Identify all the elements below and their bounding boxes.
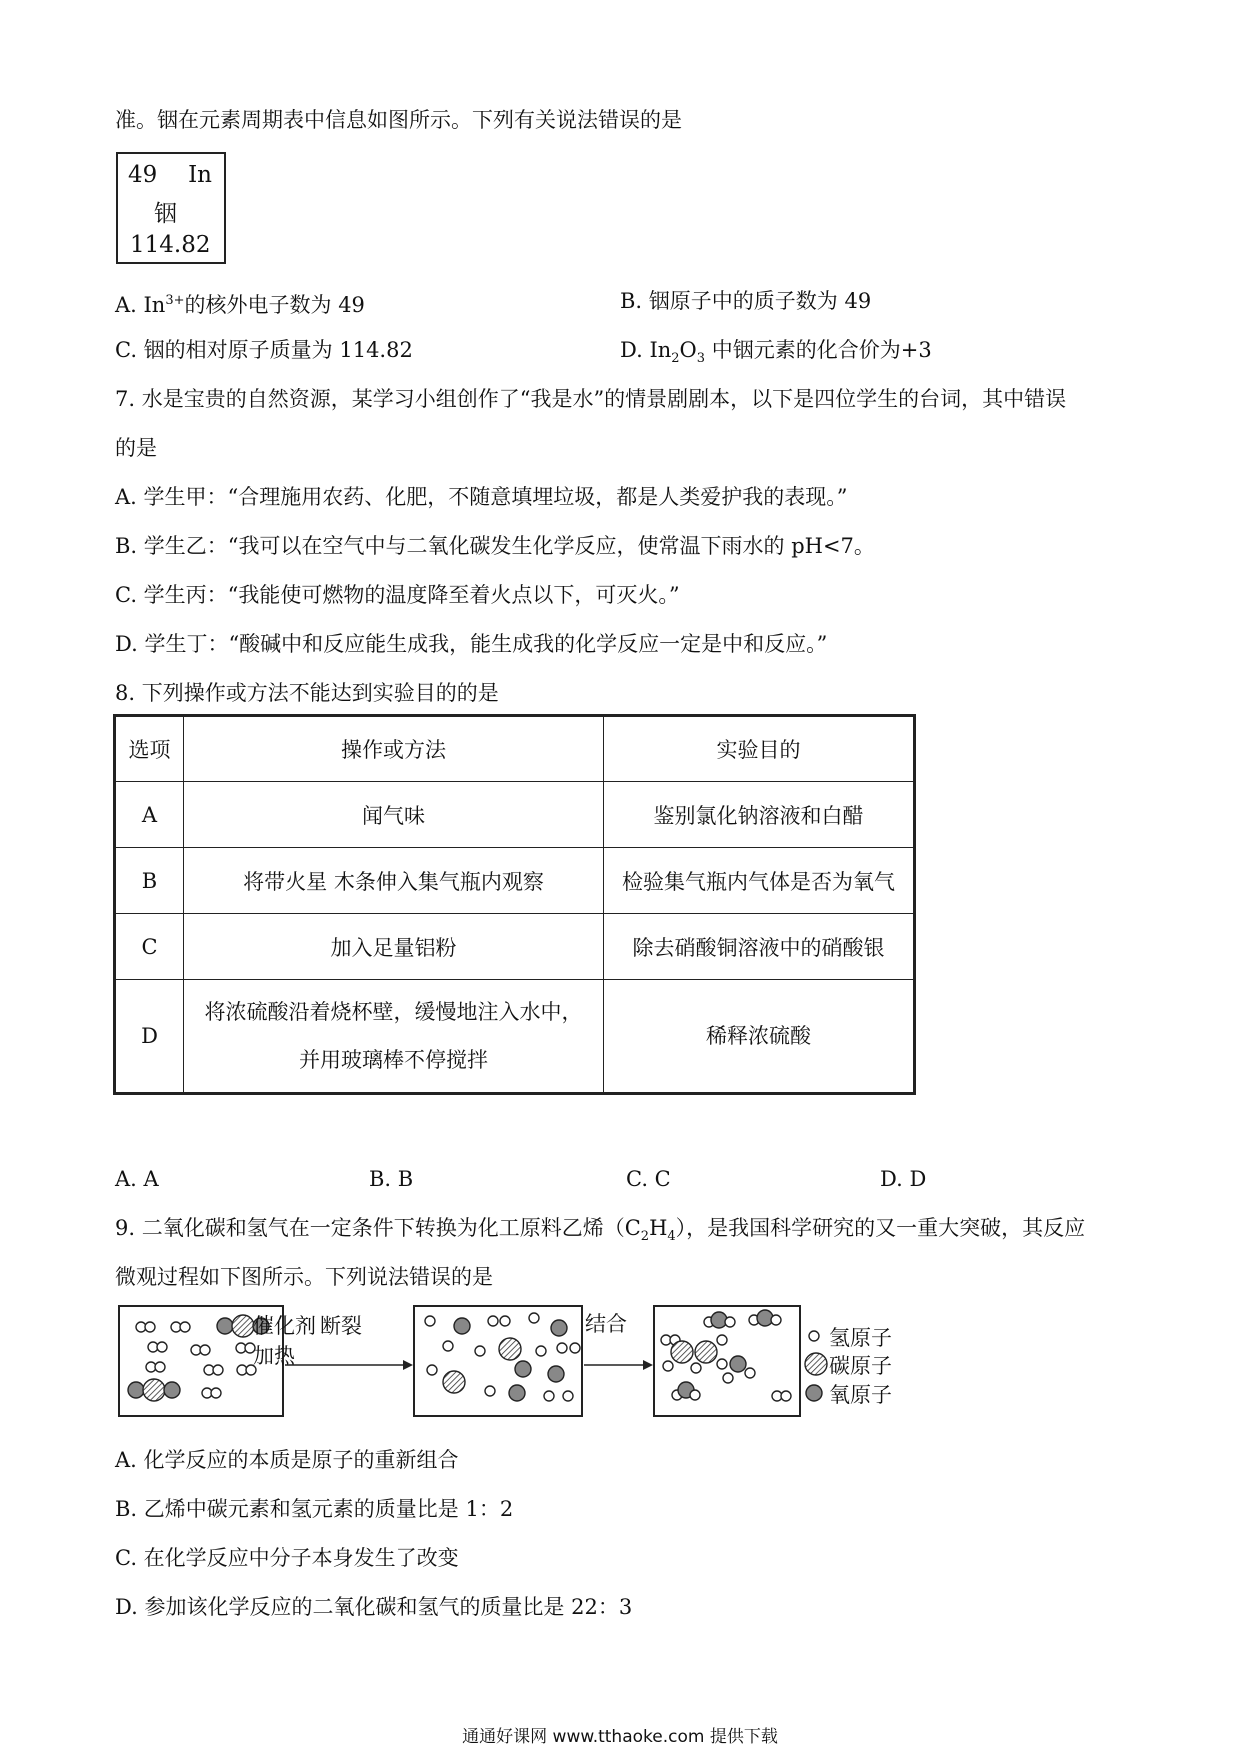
q9-stem-line1 xyxy=(115,1214,1085,1251)
legend-carbon: 碳原子 xyxy=(829,1354,892,1378)
experiment-table xyxy=(113,714,916,1095)
q9-option-b: B. 乙烯中碳元素和氢元素的质量比是 1：2 xyxy=(115,1497,514,1521)
q7-stem-line1: 7. 水是宝贵的自然资源，某学习小组创作了“我是水”的情景剧剧本，以下是四位学生的台词，其中错误 xyxy=(115,387,1067,411)
arrow-1-right-label: 断裂 xyxy=(320,1314,362,1338)
reactant-molecules xyxy=(128,1315,269,1401)
table-row xyxy=(115,848,915,914)
table-cell: C xyxy=(115,914,184,980)
table-cell: 稀释浓硫酸 xyxy=(604,980,915,1094)
table-cell: 检验集气瓶内气体是否为氧气 xyxy=(604,848,915,914)
q6-option-d-pre: D. In xyxy=(620,338,672,362)
table-row xyxy=(115,980,915,1094)
table-cell: D xyxy=(115,980,184,1094)
q6-option-d-sub2: 3 xyxy=(696,351,706,367)
element-name: 铟 xyxy=(154,201,177,227)
product-molecules xyxy=(661,1310,791,1401)
q9-option-a: A. 化学反应的本质是原子的重新组合 xyxy=(115,1448,459,1472)
q8-answer-b: B. B xyxy=(369,1167,414,1191)
table-row xyxy=(115,782,915,848)
element-symbol: In xyxy=(188,162,212,188)
q6-option-d-mid: O xyxy=(679,338,697,362)
q7-stem-line2: 的是 xyxy=(115,436,157,460)
q9-option-d: D. 参加该化学反应的二氧化碳和氢气的质量比是 22：3 xyxy=(115,1595,633,1619)
q7-option-a: A. 学生甲：“合理施用农药、化肥，不随意填埋垃圾，都是人类爱护我的表现。” xyxy=(115,485,848,509)
q9-stem-line2: 微观过程如下图所示。下列说法错误的是 xyxy=(115,1265,493,1289)
arrow-1-top-label: 催化剂 xyxy=(253,1314,316,1338)
q6-option-a xyxy=(115,287,365,319)
q7-option-c: C. 学生丙：“我能使可燃物的温度降至着火点以下，可灭火。” xyxy=(115,583,680,607)
q9-stem-post: ），是我国科学研究的又一重大突破，其反应 xyxy=(675,1216,1086,1240)
legend-oxygen-symbol xyxy=(806,1385,822,1401)
reaction-micro-diagram xyxy=(113,1290,892,1420)
q9-stem-sub2: 4 xyxy=(667,1229,676,1245)
table-cell: A xyxy=(115,782,184,848)
table-cell: 鉴别氯化钠溶液和白醋 xyxy=(604,782,915,848)
q6-option-d-post: 中铟元素的化合价为+3 xyxy=(705,338,932,362)
q9-stem-sub1: 2 xyxy=(640,1229,650,1245)
legend-oxygen: 氧原子 xyxy=(829,1383,892,1407)
table-cell: 闻气味 xyxy=(184,782,604,848)
table-header: 选项 xyxy=(115,716,184,782)
q7-option-d: D. 学生丁：“酸碱中和反应能生成我，能生成我的化学反应一定是中和反应。” xyxy=(115,632,828,656)
q8-answer-a: A. A xyxy=(115,1167,159,1191)
q8-answer-d: D. D xyxy=(880,1167,927,1191)
q9-option-c: C. 在化学反应中分子本身发生了改变 xyxy=(115,1546,459,1570)
q6-option-a-pre: A. In xyxy=(115,293,166,317)
q6-stem: 准。铟在元素周期表中信息如图所示。下列有关说法错误的是 xyxy=(115,108,682,132)
q6-option-a-post: 的核外电子数为 49 xyxy=(184,293,365,317)
arrow-1-bottom-label: 加热 xyxy=(253,1344,295,1368)
q8-stem: 8. 下列操作或方法不能达到实验目的的是 xyxy=(115,681,499,705)
table-header-row xyxy=(115,716,915,782)
table-cell-line2: 并用玻璃棒不停搅拌 xyxy=(299,1048,488,1072)
q8-answer-c: C. C xyxy=(626,1167,671,1191)
table-cell: B xyxy=(115,848,184,914)
q6-option-d xyxy=(620,336,932,373)
legend-hydrogen-symbol xyxy=(809,1331,819,1341)
separated-atoms xyxy=(425,1313,580,1401)
arrow-1-head xyxy=(403,1360,413,1370)
arrow-2-label: 结合 xyxy=(585,1312,627,1336)
table-cell: 除去硝酸铜溶液中的硝酸银 xyxy=(604,914,915,980)
q6-option-d-sub1: 2 xyxy=(671,351,680,367)
element-card-indium xyxy=(116,152,226,264)
table-header: 实验目的 xyxy=(604,716,915,782)
q6-option-a-sup: 3+ xyxy=(165,293,185,308)
table-row xyxy=(115,914,915,980)
page-footer: 通通好课网 www.tthaoke.com 提供下载 xyxy=(462,1727,778,1747)
atomic-mass: 114.82 xyxy=(130,232,211,258)
q6-option-b: B. 铟原子中的质子数为 49 xyxy=(620,289,872,313)
table-cell: 加入足量铝粉 xyxy=(184,914,604,980)
q6-option-c: C. 铟的相对原子质量为 114.82 xyxy=(115,338,413,362)
table-cell: 将带火星 木条伸入集气瓶内观察 xyxy=(184,848,604,914)
legend-hydrogen: 氢原子 xyxy=(829,1326,892,1350)
table-cell-multiline xyxy=(184,980,604,1094)
q9-stem-mid: H xyxy=(649,1216,668,1240)
legend-carbon-symbol xyxy=(805,1353,827,1375)
table-cell-line1: 将浓硫酸沿着烧杯壁，缓慢地注入水中， xyxy=(204,1000,583,1024)
q7-option-b: B. 学生乙：“我可以在空气中与二氧化碳发生化学反应，使常温下雨水的 pH<7。 xyxy=(115,534,875,558)
table-header: 操作或方法 xyxy=(184,716,604,782)
arrow-2-head xyxy=(643,1360,653,1370)
reaction-diagram-svg xyxy=(113,1290,883,1420)
atomic-number: 49 xyxy=(128,162,158,188)
q9-stem-pre: 9. 二氧化碳和氢气在一定条件下转换为化工原料乙烯（C xyxy=(115,1216,641,1240)
